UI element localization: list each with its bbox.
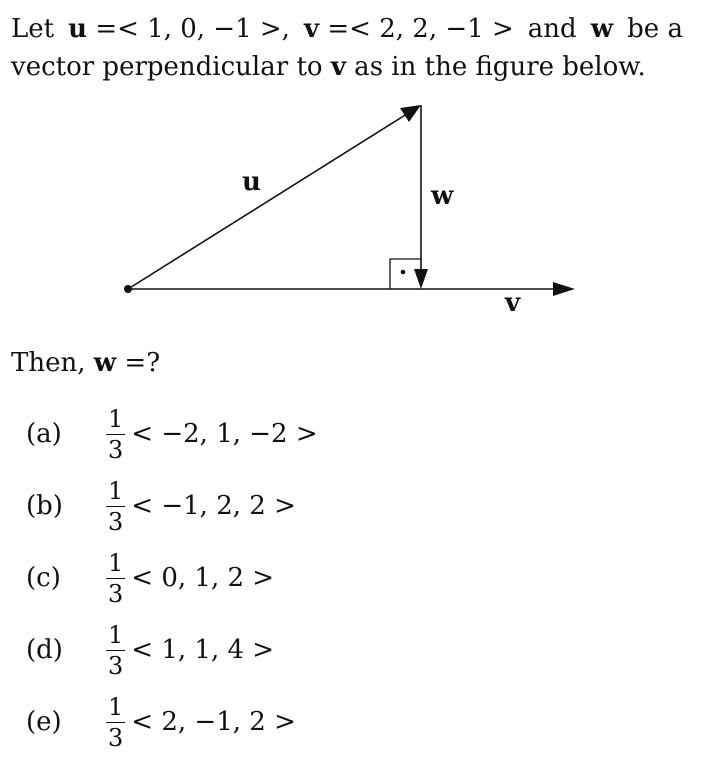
choice-d[interactable] <box>26 614 318 686</box>
fraction-numerator: 1 <box>108 548 124 577</box>
choice-label: (d) <box>26 635 63 665</box>
vector-figure <box>0 0 718 340</box>
v-symbol: v <box>304 14 320 44</box>
fraction-denominator: 3 <box>108 579 124 608</box>
label-v: v <box>505 288 521 318</box>
question-w-symbol: w <box>93 348 117 378</box>
vector-u-arrowhead <box>400 105 421 122</box>
v-symbol-2: v <box>330 52 346 82</box>
fraction-denominator: 3 <box>108 435 124 464</box>
vector-w-arrowhead <box>414 269 428 289</box>
v-value: =< 2, 2, −1 > <box>319 14 514 44</box>
choice-label: (c) <box>26 563 61 593</box>
and-word: and <box>527 14 577 44</box>
be-a-words: be a <box>627 14 683 44</box>
fraction <box>106 550 125 607</box>
fraction-numerator: 1 <box>108 692 124 721</box>
choice-vector: < −2, 1, −2 > <box>131 419 318 449</box>
fraction <box>106 478 125 535</box>
question-prefix: Then, <box>11 348 94 378</box>
fraction-denominator: 3 <box>108 507 124 536</box>
choice-label: (a) <box>26 419 62 449</box>
w-symbol: w <box>590 14 614 44</box>
fraction <box>106 406 125 463</box>
fraction <box>106 622 125 679</box>
choice-vector: < 2, −1, 2 > <box>131 707 296 737</box>
label-w: w <box>431 181 454 211</box>
fraction-numerator: 1 <box>108 404 124 433</box>
choice-label: (b) <box>26 491 63 521</box>
choice-vector: < −1, 2, 2 > <box>131 491 296 521</box>
choice-vector: < 1, 1, 4 > <box>131 635 275 665</box>
choice-b[interactable] <box>26 470 318 542</box>
label-u: u <box>242 167 261 197</box>
choice-e[interactable] <box>26 686 318 758</box>
question-suffix: =? <box>116 348 161 378</box>
choice-c[interactable] <box>26 542 318 614</box>
fraction <box>106 694 125 751</box>
vector-u-line <box>128 112 410 289</box>
u-symbol: u <box>68 14 88 44</box>
choice-label: (e) <box>26 707 62 737</box>
fraction-denominator: 3 <box>108 723 124 752</box>
answer-choices <box>26 398 318 758</box>
choice-a[interactable] <box>26 398 318 470</box>
let-word: Let <box>11 14 55 44</box>
right-angle-dot <box>401 270 406 275</box>
fraction-denominator: 3 <box>108 651 124 680</box>
fraction-numerator: 1 <box>108 476 124 505</box>
question-line <box>11 344 160 382</box>
vector-v-arrowhead <box>553 282 575 296</box>
choice-vector: < 0, 1, 2 > <box>131 563 275 593</box>
line2-after: as in the figure below. <box>345 52 646 82</box>
u-value: =< 1, 0, −1 >, <box>87 14 290 44</box>
line2-before: vector perpendicular to <box>11 52 331 82</box>
fraction-numerator: 1 <box>108 620 124 649</box>
